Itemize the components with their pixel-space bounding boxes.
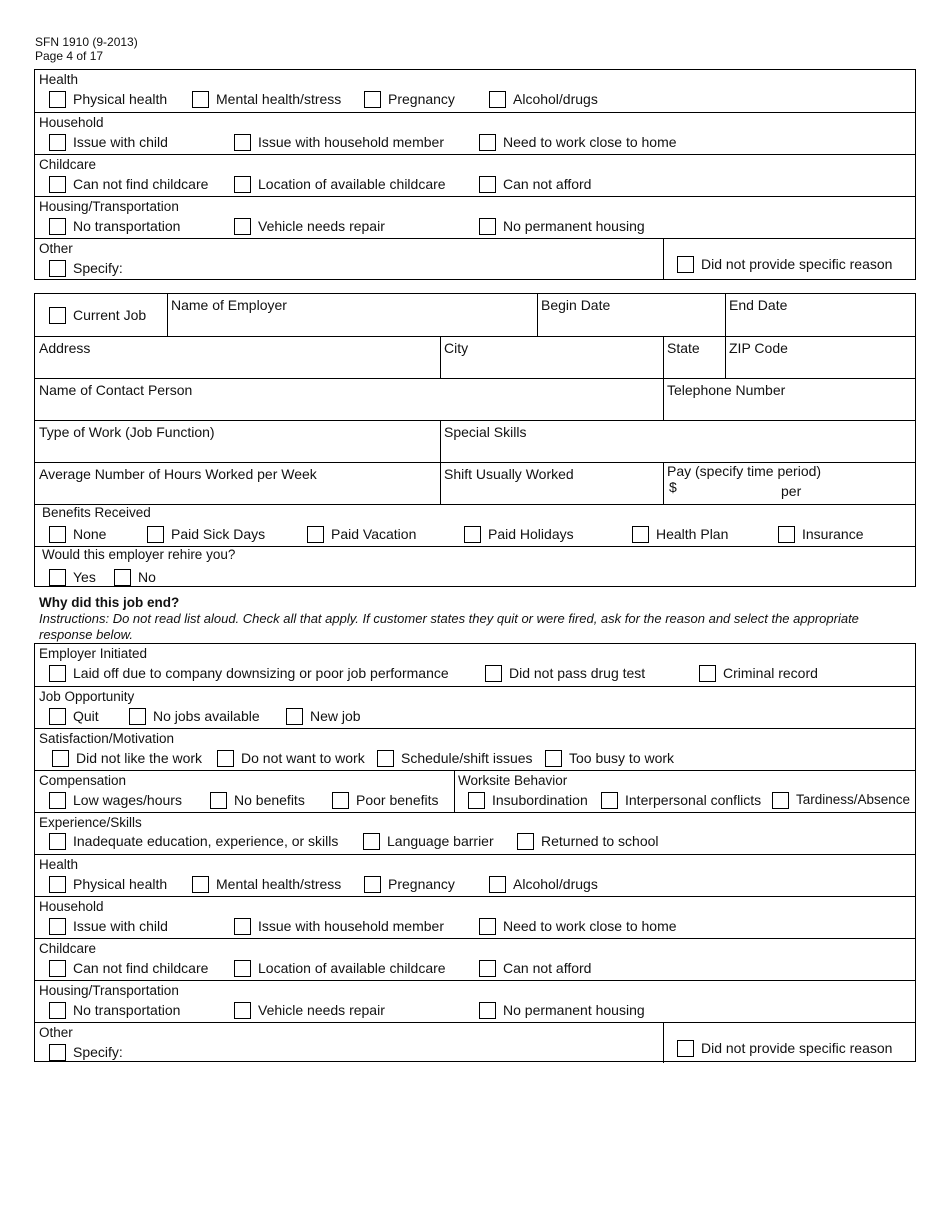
why-instructions: Instructions: Do not read list aloud. Check all that apply. If customer states they quit or were fired, ask for the reason and select the appropriate response below.: [39, 611, 859, 642]
form-number: SFN 1910 (9-2013): [35, 35, 138, 49]
household-label: Household: [39, 115, 104, 130]
checkbox-insubordination[interactable]: Insubordination: [468, 791, 588, 809]
checkbox-no-benefits[interactable]: No benefits: [210, 791, 305, 809]
checkbox-paid-vacation[interactable]: Paid Vacation: [307, 525, 416, 543]
housing-label-2: Housing/Transportation: [39, 983, 179, 998]
experience-row: [35, 812, 915, 854]
checkbox-schedule-issues[interactable]: Schedule/shift issues: [377, 749, 533, 767]
why-job-ended-heading: [39, 595, 899, 643]
per-label: per: [781, 483, 802, 499]
checkbox-no-specific-reason-2[interactable]: Did not provide specific reason: [677, 1039, 892, 1057]
divider: [454, 771, 455, 812]
checkbox-no-jobs-available[interactable]: No jobs available: [129, 707, 260, 725]
other-label-2: Other: [39, 1025, 73, 1040]
checkbox-rehire-yes[interactable]: Yes: [49, 568, 96, 586]
address-field[interactable]: Address: [39, 340, 91, 356]
checkbox-no-transportation[interactable]: No transportation: [49, 217, 180, 235]
checkbox-issue-with-child[interactable]: Issue with child: [49, 133, 168, 151]
checkbox-location-childcare[interactable]: Location of available childcare: [234, 175, 446, 193]
checkbox-vehicle-repair[interactable]: Vehicle needs repair: [234, 217, 385, 235]
zip-field[interactable]: ZIP Code: [729, 340, 788, 356]
household-label-2: Household: [39, 899, 104, 914]
benefits-label: Benefits Received: [42, 505, 151, 520]
housing-row: [35, 196, 915, 238]
other-row: [35, 238, 915, 279]
housing-row-2: [35, 980, 915, 1022]
dollar-sign: $: [669, 479, 677, 495]
health-row-2: [35, 854, 915, 896]
checkbox-physical-health[interactable]: Physical health: [49, 90, 167, 108]
checkbox-alcohol-drugs-2[interactable]: Alcohol/drugs: [489, 875, 598, 893]
divider: [663, 1023, 664, 1063]
childcare-label-2: Childcare: [39, 941, 97, 956]
checkbox-work-close-home[interactable]: Need to work close to home: [479, 133, 677, 151]
rehire-row: [35, 546, 915, 587]
childcare-row-2: [35, 938, 915, 980]
checkbox-returned-to-school[interactable]: Returned to school: [517, 832, 659, 850]
special-skills-field[interactable]: Special Skills: [444, 424, 527, 440]
checkbox-drug-test[interactable]: Did not pass drug test: [485, 664, 645, 682]
checkbox-poor-benefits[interactable]: Poor benefits: [332, 791, 439, 809]
checkbox-issue-household-member-2[interactable]: Issue with household member: [234, 917, 444, 935]
checkbox-cannot-find-childcare[interactable]: Can not find childcare: [49, 175, 208, 193]
job-opportunity-row: [35, 686, 915, 728]
health-row: [35, 70, 915, 112]
city-field[interactable]: City: [444, 340, 469, 356]
checkbox-benefit-none[interactable]: None: [49, 525, 106, 543]
avg-hours-field[interactable]: Average Number of Hours Worked per Week: [39, 466, 317, 482]
checkbox-insurance[interactable]: Insurance: [778, 525, 863, 543]
checkbox-quit[interactable]: Quit: [49, 707, 99, 725]
type-of-work-field[interactable]: Type of Work (Job Function): [39, 424, 215, 440]
shift-field[interactable]: Shift Usually Worked: [444, 466, 574, 482]
barriers-section-top: [34, 69, 916, 280]
checkbox-no-transportation-2[interactable]: No transportation: [49, 1001, 180, 1019]
checkbox-do-not-want-work[interactable]: Do not want to work: [217, 749, 365, 767]
checkbox-cannot-afford-2[interactable]: Can not afford: [479, 959, 591, 977]
why-title: Why did this job end?: [39, 595, 180, 610]
satisfaction-label: Satisfaction/Motivation: [39, 731, 175, 746]
checkbox-too-busy[interactable]: Too busy to work: [545, 749, 674, 767]
health-label-2: Health: [39, 857, 79, 872]
checkbox-new-job[interactable]: New job: [286, 707, 361, 725]
page-number: Page 4 of 17: [35, 49, 104, 63]
checkbox-work-close-home-2[interactable]: Need to work close to home: [479, 917, 677, 935]
checkbox-did-not-like-work[interactable]: Did not like the work: [52, 749, 202, 767]
contact-person-field[interactable]: Name of Contact Person: [39, 382, 193, 398]
satisfaction-row: [35, 728, 915, 770]
other-label: Other: [39, 241, 73, 256]
checkbox-tardiness[interactable]: Tardiness/Absence: [772, 791, 910, 809]
checkbox-cannot-find-childcare-2[interactable]: Can not find childcare: [49, 959, 208, 977]
checkbox-issue-with-child-2[interactable]: Issue with child: [49, 917, 168, 935]
job-details-section: [34, 293, 916, 587]
checkbox-low-wages[interactable]: Low wages/hours: [49, 791, 182, 809]
employer-initiated-label: Employer Initiated: [39, 646, 148, 661]
checkbox-no-permanent-housing[interactable]: No permanent housing: [479, 217, 645, 235]
checkbox-physical-health-2[interactable]: Physical health: [49, 875, 167, 893]
begin-date-field[interactable]: Begin Date: [541, 297, 611, 313]
divider: [663, 239, 664, 279]
rehire-label: Would this employer rehire you?: [42, 547, 236, 562]
other-row-2: [35, 1022, 915, 1063]
checkbox-no-specific-reason[interactable]: Did not provide specific reason: [677, 255, 892, 273]
end-date-field[interactable]: End Date: [729, 297, 788, 313]
childcare-label: Childcare: [39, 157, 97, 172]
checkbox-pregnancy[interactable]: Pregnancy: [364, 90, 455, 108]
checkbox-health-plan[interactable]: Health Plan: [632, 525, 728, 543]
checkbox-laid-off[interactable]: Laid off due to company downsizing or poor job performance: [49, 664, 449, 682]
compensation-label: Compensation: [39, 773, 127, 788]
checkbox-alcohol-drugs[interactable]: Alcohol/drugs: [489, 90, 598, 108]
reasons-section: [34, 643, 916, 1062]
checkbox-mental-health[interactable]: Mental health/stress: [192, 90, 341, 108]
checkbox-other-specify-2[interactable]: Specify:: [49, 1043, 123, 1061]
health-label: Health: [39, 72, 79, 87]
job-opportunity-label: Job Opportunity: [39, 689, 135, 704]
pay-label: Pay (specify time period): [667, 463, 822, 479]
checkbox-paid-sick-days[interactable]: Paid Sick Days: [147, 525, 265, 543]
checkbox-no-permanent-housing-2[interactable]: No permanent housing: [479, 1001, 645, 1019]
compensation-row: [35, 770, 915, 812]
household-row-2: [35, 896, 915, 938]
work-type-row: [35, 420, 915, 462]
experience-label: Experience/Skills: [39, 815, 142, 830]
benefits-row: [35, 504, 915, 546]
checkbox-current-job[interactable]: Current Job: [49, 306, 146, 324]
checkbox-interpersonal-conflicts[interactable]: Interpersonal conflicts: [601, 791, 761, 809]
checkbox-cannot-afford[interactable]: Can not afford: [479, 175, 591, 193]
hours-row: [35, 462, 915, 504]
employer-initiated-row: [35, 644, 915, 686]
checkbox-language-barrier[interactable]: Language barrier: [363, 832, 494, 850]
childcare-row: [35, 154, 915, 196]
household-row: [35, 112, 915, 154]
checkbox-mental-health-2[interactable]: Mental health/stress: [192, 875, 341, 893]
checkbox-rehire-no[interactable]: No: [114, 568, 156, 586]
contact-row: [35, 378, 915, 420]
housing-label: Housing/Transportation: [39, 199, 179, 214]
checkbox-pregnancy-2[interactable]: Pregnancy: [364, 875, 455, 893]
worksite-behavior-label: Worksite Behavior: [458, 773, 568, 788]
form-header: [35, 35, 138, 63]
checkbox-inadequate-education[interactable]: Inadequate education, experience, or skills: [49, 832, 338, 850]
checkbox-criminal-record[interactable]: Criminal record: [699, 664, 818, 682]
pay-field[interactable]: [663, 463, 915, 504]
employer-row: [35, 294, 915, 336]
employer-name-field[interactable]: Name of Employer: [171, 297, 287, 313]
checkbox-paid-holidays[interactable]: Paid Holidays: [464, 525, 574, 543]
checkbox-location-childcare-2[interactable]: Location of available childcare: [234, 959, 446, 977]
checkbox-other-specify[interactable]: Specify:: [49, 259, 123, 277]
telephone-field[interactable]: Telephone Number: [667, 382, 786, 398]
state-field[interactable]: State: [667, 340, 700, 356]
address-row: [35, 336, 915, 378]
checkbox-vehicle-repair-2[interactable]: Vehicle needs repair: [234, 1001, 385, 1019]
checkbox-issue-household-member[interactable]: Issue with household member: [234, 133, 444, 151]
